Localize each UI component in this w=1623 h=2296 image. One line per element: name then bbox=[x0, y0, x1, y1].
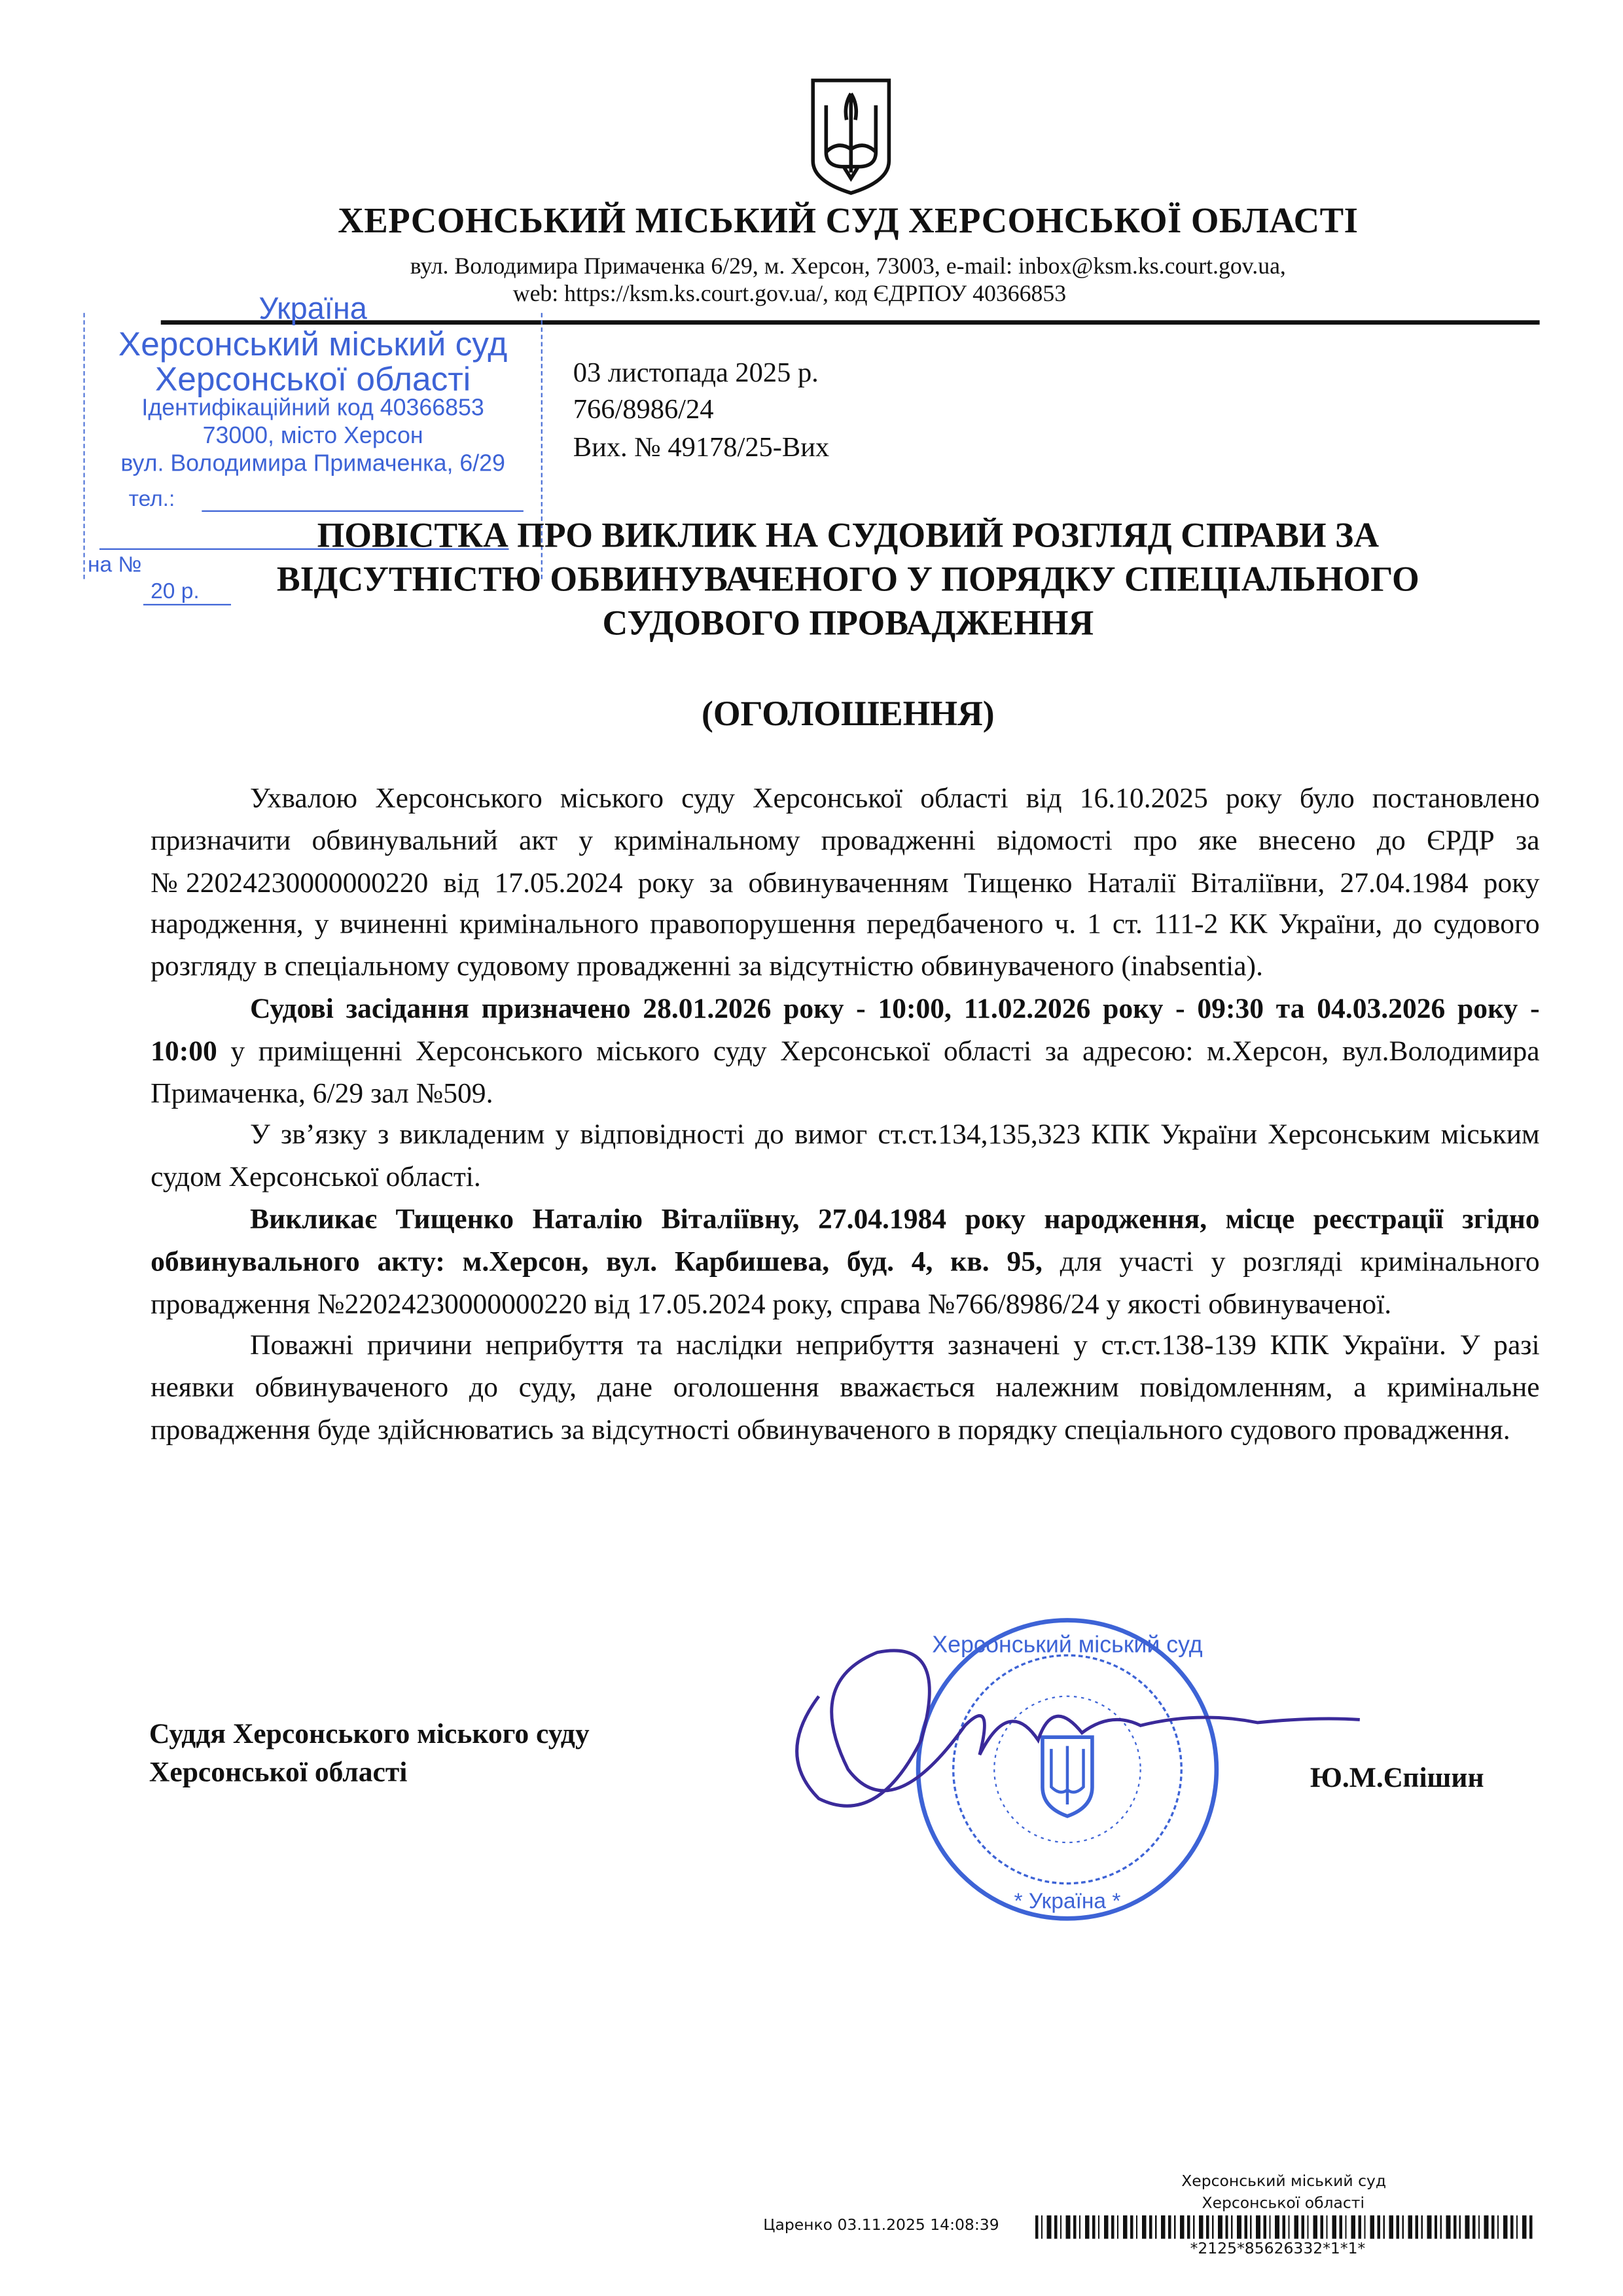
court-seal-and-signature bbox=[760, 1609, 1374, 1931]
paragraph bbox=[151, 990, 1539, 1117]
round-seal-icon bbox=[918, 1620, 1217, 1918]
paragraph bbox=[151, 1200, 1539, 1327]
stamp-text: Херсонський міський суд bbox=[118, 324, 508, 363]
outgoing-number: Вих. № 49178/25-Вих bbox=[573, 433, 830, 464]
svg-text:* Україна *: * Україна * bbox=[1014, 1889, 1121, 1914]
hearing-location: у приміщенні Херсонського міського суду Херсонської області за адресою: м.Херсон, вул.Володимира Примаченка, 6/29 зал №509. bbox=[151, 1036, 1540, 1109]
paragraph: Ухвалою Херсонського міського суду Херсонської області від 16.10.2025 року було постановлено призначити обвинувальний акт у кримінальному провадженні відомості про яке внесено до ЄРДР за №22024230000000220 від 17.05.2024 року за обвинуваченням Тищенко Наталії Віталіївни, 27.04.1984 року народження, у вчиненні кримінального правопорушення передбаченого ч. 1 ст. 111-2 КК України, до судового розгляду в спеціальному судовому провадженні за відсутністю обвинуваченого (inabsentia). bbox=[151, 783, 1540, 983]
judge-name: Ю.М.Єпішин bbox=[1310, 1763, 1484, 1795]
stamp-text: вул. Володимира Примаченка, 6/29 bbox=[120, 452, 505, 477]
footer-operator-timestamp: Царенко 03.11.2025 14:08:39 bbox=[763, 2217, 999, 2234]
stamp-text: на № bbox=[88, 552, 142, 578]
barcode-icon bbox=[1035, 2215, 1535, 2239]
handwritten-signature-icon bbox=[797, 1651, 1360, 1806]
paragraph: Поважні причини неприбуття та наслідки неприбуття зазначені у ст.ст.138-139 КПК України. У разі неявки обвинуваченого до суду, дане оголошення вважається належним повідомленням, а кримінальне провадження буде здійснюватись за відсутності обвинуваченого в порядку спеціального судового провадження. bbox=[151, 1331, 1540, 1446]
document-title-line: ПОВІСТКА ПРО ВИКЛИК НА СУДОВИЙ РОЗГЛЯД СПРАВИ ЗА bbox=[317, 517, 1380, 556]
stamp-text: тел.: bbox=[128, 486, 175, 512]
summoned-person: Викликає Тищенко Наталію Віталіївну, 27.04.1984 року народження, місце реєстрації згідно обвинувального акту: м.Херсон, вул. Карбишева, буд. 4, кв. 95, bbox=[151, 1204, 1540, 1278]
ukraine-trident-emblem-icon bbox=[809, 76, 894, 196]
summons-purpose: для участі у розгляді кримінального провадження №22024230000000220 від 17.05.2024 року, справа №766/8986/24 у якості обвинуваченої. bbox=[151, 1247, 1540, 1320]
judge-position-line: Суддя Херсонського міського суду bbox=[149, 1719, 590, 1751]
document-title-line: ВІДСУТНІСТЮ ОБВИНУВАЧЕНОГО У ПОРЯДКУ СПЕЦІАЛЬНОГО bbox=[276, 561, 1419, 600]
court-web: web: https://ksm.ks.court.gov.ua/, код ЄДРПОУ 40366853 bbox=[512, 282, 1067, 308]
document-date: 03 листопада 2025 р. bbox=[573, 358, 819, 389]
judge-position-line: Херсонської області bbox=[149, 1757, 408, 1789]
document-subtitle: (ОГОЛОШЕННЯ) bbox=[701, 696, 995, 734]
stamp-text: Україна bbox=[259, 292, 367, 327]
judge-position bbox=[149, 1717, 590, 1793]
stamp-text: 73000, місто Херсон bbox=[202, 423, 423, 449]
stamp-text: Ідентифікаційний код 40366853 bbox=[141, 396, 484, 422]
barcode-number: *2125*85626332*1*1* bbox=[1190, 2240, 1366, 2258]
stamp-text: 20 р. bbox=[151, 579, 200, 604]
paragraph: У зв’язку з викладеним у відповідності до вимог ст.ст.134,135,323 КПК України Херсонським міським судом Херсонської області. bbox=[151, 1121, 1540, 1194]
footer-court-line: Херсонської області bbox=[1202, 2195, 1364, 2213]
court-name: ХЕРСОНСЬКИЙ МІСЬКИЙ СУД ХЕРСОНСЬКОЇ ОБЛАСТІ bbox=[338, 202, 1359, 242]
stamp-text: Херсонської області bbox=[154, 359, 471, 398]
document-body bbox=[151, 780, 1539, 1453]
document-title-line: СУДОВОГО ПРОВАДЖЕННЯ bbox=[602, 605, 1094, 644]
svg-text:Херсонський міський суд: Херсонський міський суд bbox=[932, 1631, 1203, 1658]
case-number: 766/8986/24 bbox=[573, 395, 714, 426]
hearing-dates: Судові засідання призначено 28.01.2026 року - 10:00, 11.02.2026 року - 09:30 та 04.03.2026 року - 10:00 bbox=[151, 994, 1540, 1067]
footer-court-line: Херсонський міський суд bbox=[1181, 2173, 1387, 2191]
court-address: вул. Володимира Примаченка 6/29, м. Херсон, 73003, e-mail: inbox@ksm.ks.court.gov.ua, bbox=[410, 254, 1286, 279]
